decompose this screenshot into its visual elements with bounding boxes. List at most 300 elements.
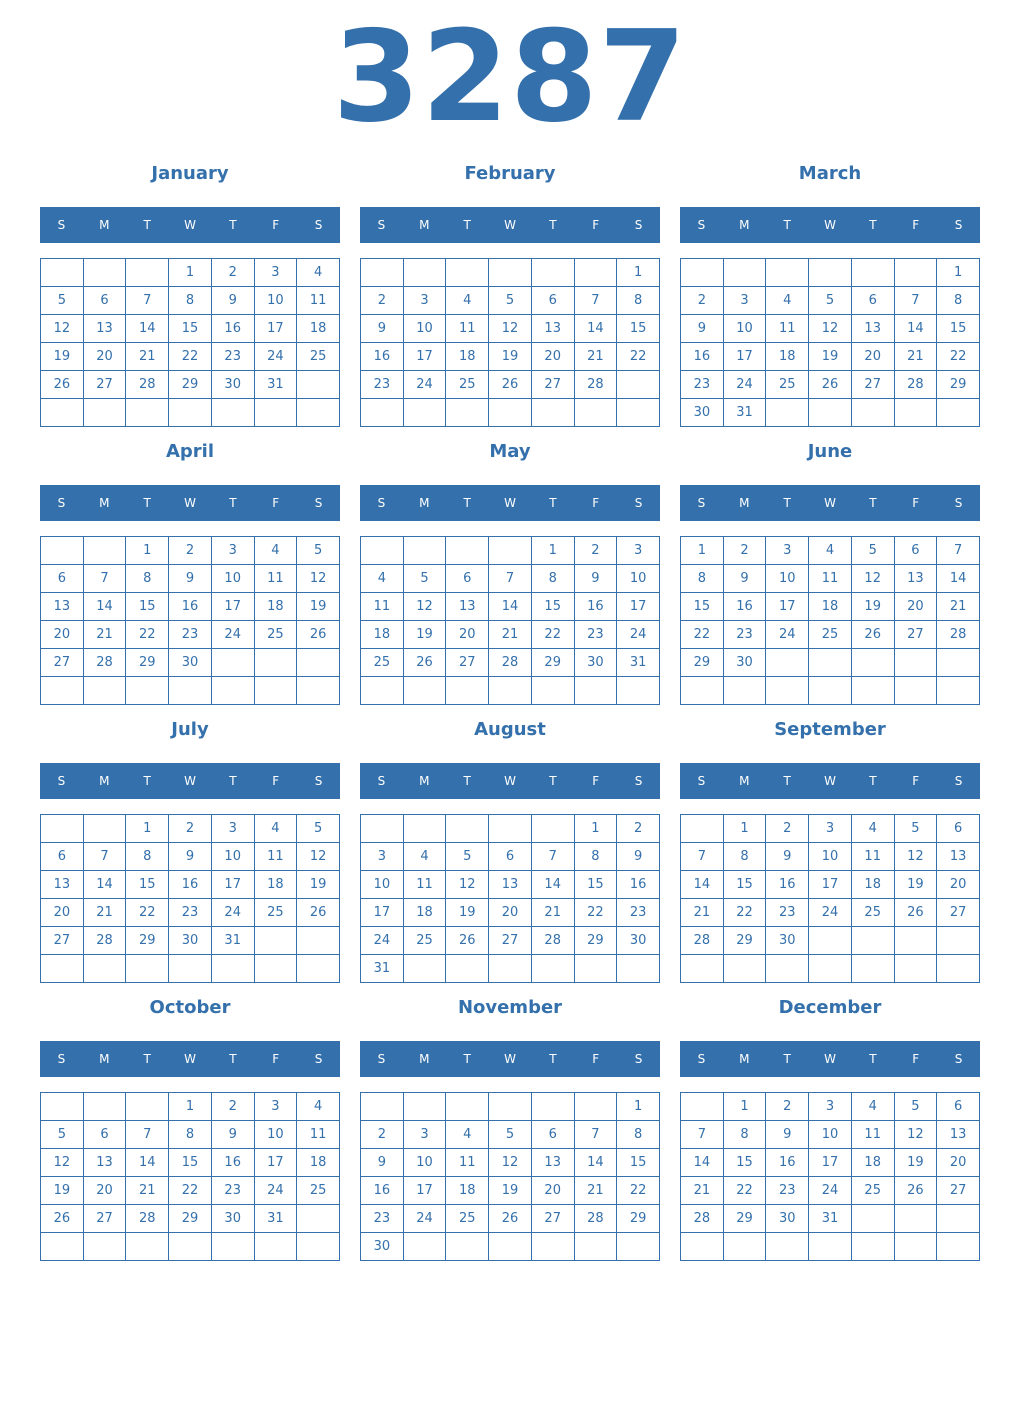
month-name: September [774, 719, 886, 740]
month-july [40, 713, 340, 991]
day-grid [40, 536, 340, 705]
day-cell: 7 [681, 843, 724, 871]
weekday-label: T [463, 218, 471, 232]
day-cell: 7 [126, 1121, 169, 1149]
day-cell: 1 [126, 815, 169, 843]
day-cell: 26 [41, 1205, 84, 1233]
day-cell: 18 [446, 343, 489, 371]
day-cell: 15 [724, 871, 767, 899]
day-cell: 18 [361, 621, 404, 649]
day-cell: 2 [766, 815, 809, 843]
day-cell: 3 [404, 1121, 447, 1149]
day-cell: 21 [681, 1177, 724, 1205]
empty-cell [766, 649, 809, 677]
day-cell: 26 [297, 899, 340, 927]
day-cell: 12 [809, 315, 852, 343]
weekday-label: M [99, 496, 110, 510]
day-cell: 29 [617, 1205, 660, 1233]
empty-cell [895, 927, 938, 955]
empty-cell [297, 677, 340, 705]
day-cell: 20 [84, 343, 127, 371]
weekday-label: S [954, 218, 963, 232]
empty-cell [809, 1233, 852, 1261]
day-cell: 19 [297, 871, 340, 899]
day-cell: 25 [852, 1177, 895, 1205]
month-march [680, 157, 980, 435]
day-cell: 23 [169, 899, 212, 927]
empty-cell [169, 1233, 212, 1261]
day-cell: 22 [126, 899, 169, 927]
empty-cell [255, 677, 298, 705]
weekday-header [360, 485, 660, 521]
weekday-label: S [377, 774, 386, 788]
empty-cell [766, 1233, 809, 1261]
day-cell: 26 [297, 621, 340, 649]
day-cell: 21 [937, 593, 980, 621]
weekday-header [40, 1041, 340, 1077]
day-cell: 18 [404, 899, 447, 927]
weekday-label: F [272, 218, 280, 232]
day-cell: 9 [169, 843, 212, 871]
empty-cell [361, 537, 404, 565]
day-cell: 11 [446, 1149, 489, 1177]
day-cell: 6 [895, 537, 938, 565]
day-cell: 8 [575, 843, 618, 871]
empty-cell [681, 1233, 724, 1261]
day-cell: 21 [681, 899, 724, 927]
day-cell: 6 [41, 565, 84, 593]
day-cell: 29 [126, 927, 169, 955]
day-cell: 25 [404, 927, 447, 955]
day-cell: 22 [937, 343, 980, 371]
day-cell: 9 [212, 287, 255, 315]
empty-cell [681, 259, 724, 287]
day-cell: 12 [404, 593, 447, 621]
weekday-label: S [57, 774, 66, 788]
day-cell: 28 [84, 649, 127, 677]
months-grid [40, 157, 980, 1269]
weekday-label: M [739, 774, 750, 788]
day-cell: 2 [766, 1093, 809, 1121]
day-cell: 17 [809, 871, 852, 899]
day-cell: 5 [404, 565, 447, 593]
empty-cell [297, 927, 340, 955]
day-cell: 12 [41, 1149, 84, 1177]
empty-cell [489, 677, 532, 705]
weekday-label: M [419, 496, 430, 510]
day-cell: 26 [404, 649, 447, 677]
weekday-label: W [184, 218, 196, 232]
weekday-label: F [912, 1052, 920, 1066]
day-cell: 18 [297, 315, 340, 343]
day-cell: 4 [297, 1093, 340, 1121]
day-cell: 5 [489, 287, 532, 315]
day-cell: 8 [724, 1121, 767, 1149]
day-cell: 28 [532, 927, 575, 955]
weekday-label: S [314, 1052, 323, 1066]
day-cell: 8 [126, 843, 169, 871]
day-cell: 26 [809, 371, 852, 399]
weekday-label: T [229, 496, 237, 510]
empty-cell [617, 1233, 660, 1261]
empty-cell [937, 927, 980, 955]
month-name: November [457, 997, 563, 1018]
month-name: February [464, 163, 556, 184]
weekday-label: S [697, 218, 706, 232]
empty-cell [446, 537, 489, 565]
day-cell: 18 [446, 1177, 489, 1205]
day-cell: 27 [852, 371, 895, 399]
day-cell: 12 [297, 843, 340, 871]
empty-cell [809, 649, 852, 677]
empty-cell [895, 955, 938, 983]
day-cell: 28 [895, 371, 938, 399]
day-cell: 24 [212, 621, 255, 649]
day-cell: 11 [446, 315, 489, 343]
weekday-label: T [783, 774, 791, 788]
day-cell: 22 [617, 343, 660, 371]
day-cell: 11 [766, 315, 809, 343]
day-cell: 13 [41, 593, 84, 621]
day-cell: 3 [404, 287, 447, 315]
day-cell: 1 [169, 1093, 212, 1121]
day-cell: 21 [575, 1177, 618, 1205]
month-january [40, 157, 340, 435]
weekday-label: T [869, 774, 877, 788]
empty-cell [766, 677, 809, 705]
day-grid [40, 814, 340, 983]
day-cell: 20 [446, 621, 489, 649]
weekday-label: T [463, 1052, 471, 1066]
day-cell: 18 [255, 593, 298, 621]
day-cell: 30 [766, 927, 809, 955]
empty-cell [489, 1233, 532, 1261]
day-cell: 8 [617, 1121, 660, 1149]
day-cell: 9 [681, 315, 724, 343]
empty-cell [532, 259, 575, 287]
month-name: May [489, 441, 531, 462]
empty-cell [41, 1093, 84, 1121]
weekday-label: T [143, 1052, 151, 1066]
day-cell: 9 [724, 565, 767, 593]
day-cell: 20 [937, 1149, 980, 1177]
day-cell: 22 [617, 1177, 660, 1205]
day-cell: 31 [361, 955, 404, 983]
day-grid [360, 536, 660, 705]
empty-cell [766, 259, 809, 287]
day-cell: 16 [212, 1149, 255, 1177]
day-cell: 14 [575, 1149, 618, 1177]
weekday-label: M [419, 774, 430, 788]
empty-cell [681, 955, 724, 983]
day-cell: 15 [617, 315, 660, 343]
empty-cell [404, 815, 447, 843]
weekday-label: S [697, 1052, 706, 1066]
empty-cell [617, 371, 660, 399]
weekday-label: M [99, 774, 110, 788]
weekday-label: S [954, 1052, 963, 1066]
day-cell: 10 [617, 565, 660, 593]
empty-cell [255, 399, 298, 427]
day-cell: 24 [809, 1177, 852, 1205]
day-cell: 26 [446, 927, 489, 955]
day-cell: 23 [681, 371, 724, 399]
empty-cell [212, 399, 255, 427]
day-cell: 29 [169, 1205, 212, 1233]
day-cell: 16 [766, 1149, 809, 1177]
day-cell: 16 [681, 343, 724, 371]
day-cell: 20 [895, 593, 938, 621]
weekday-header [680, 763, 980, 799]
empty-cell [895, 1205, 938, 1233]
empty-cell [84, 955, 127, 983]
day-cell: 13 [895, 565, 938, 593]
day-cell: 4 [852, 1093, 895, 1121]
day-cell: 25 [297, 343, 340, 371]
empty-cell [41, 259, 84, 287]
day-cell: 30 [724, 649, 767, 677]
day-cell: 1 [724, 1093, 767, 1121]
day-cell: 10 [404, 1149, 447, 1177]
day-cell: 21 [532, 899, 575, 927]
day-cell: 22 [724, 899, 767, 927]
day-cell: 15 [617, 1149, 660, 1177]
empty-cell [297, 955, 340, 983]
day-cell: 6 [84, 1121, 127, 1149]
day-cell: 16 [169, 871, 212, 899]
day-cell: 23 [361, 371, 404, 399]
day-cell: 19 [489, 1177, 532, 1205]
day-cell: 11 [852, 843, 895, 871]
empty-cell [937, 649, 980, 677]
weekday-label: T [783, 1052, 791, 1066]
day-cell: 23 [212, 343, 255, 371]
day-cell: 4 [404, 843, 447, 871]
day-cell: 22 [575, 899, 618, 927]
day-cell: 13 [937, 1121, 980, 1149]
day-cell: 5 [809, 287, 852, 315]
day-cell: 25 [446, 1205, 489, 1233]
day-cell: 28 [681, 927, 724, 955]
day-cell: 21 [575, 343, 618, 371]
empty-cell [404, 399, 447, 427]
day-cell: 12 [852, 565, 895, 593]
empty-cell [617, 955, 660, 983]
day-cell: 26 [489, 371, 532, 399]
empty-cell [575, 677, 618, 705]
day-cell: 24 [361, 927, 404, 955]
day-cell: 16 [361, 343, 404, 371]
empty-cell [297, 371, 340, 399]
day-cell: 23 [361, 1205, 404, 1233]
empty-cell [766, 955, 809, 983]
empty-cell [575, 1233, 618, 1261]
empty-cell [809, 677, 852, 705]
day-cell: 13 [446, 593, 489, 621]
weekday-label: F [592, 774, 600, 788]
day-cell: 30 [766, 1205, 809, 1233]
empty-cell [532, 815, 575, 843]
day-cell: 17 [724, 343, 767, 371]
empty-cell [575, 399, 618, 427]
day-cell: 17 [404, 343, 447, 371]
weekday-label: T [463, 496, 471, 510]
day-cell: 20 [532, 1177, 575, 1205]
day-cell: 2 [212, 259, 255, 287]
month-april [40, 435, 340, 713]
empty-cell [84, 259, 127, 287]
day-cell: 9 [575, 565, 618, 593]
day-cell: 16 [361, 1177, 404, 1205]
day-cell: 10 [404, 315, 447, 343]
day-cell: 23 [724, 621, 767, 649]
day-cell: 6 [937, 815, 980, 843]
day-cell: 20 [937, 871, 980, 899]
month-name: March [798, 163, 862, 184]
weekday-label: F [592, 218, 600, 232]
day-cell: 28 [126, 371, 169, 399]
empty-cell [446, 1093, 489, 1121]
weekday-label: F [592, 1052, 600, 1066]
empty-cell [84, 1233, 127, 1261]
day-cell: 20 [532, 343, 575, 371]
day-cell: 26 [895, 1177, 938, 1205]
empty-cell [212, 1233, 255, 1261]
day-cell: 28 [681, 1205, 724, 1233]
day-cell: 17 [255, 1149, 298, 1177]
empty-cell [297, 649, 340, 677]
day-cell: 13 [41, 871, 84, 899]
empty-cell [255, 927, 298, 955]
empty-cell [361, 259, 404, 287]
day-cell: 27 [41, 649, 84, 677]
day-cell: 17 [404, 1177, 447, 1205]
empty-cell [532, 1233, 575, 1261]
empty-cell [809, 927, 852, 955]
day-cell: 27 [937, 899, 980, 927]
day-cell: 25 [852, 899, 895, 927]
empty-cell [937, 1233, 980, 1261]
weekday-header [360, 1041, 660, 1077]
day-cell: 21 [489, 621, 532, 649]
day-cell: 29 [937, 371, 980, 399]
empty-cell [126, 259, 169, 287]
day-cell: 19 [446, 899, 489, 927]
weekday-header [40, 763, 340, 799]
day-cell: 23 [212, 1177, 255, 1205]
day-cell: 25 [255, 621, 298, 649]
day-cell: 19 [41, 1177, 84, 1205]
day-cell: 2 [212, 1093, 255, 1121]
weekday-label: W [824, 774, 836, 788]
day-cell: 13 [84, 1149, 127, 1177]
day-cell: 1 [575, 815, 618, 843]
day-cell: 3 [212, 537, 255, 565]
empty-cell [404, 677, 447, 705]
day-cell: 15 [724, 1149, 767, 1177]
empty-cell [681, 815, 724, 843]
day-cell: 31 [255, 1205, 298, 1233]
weekday-label: F [912, 496, 920, 510]
empty-cell [41, 677, 84, 705]
weekday-label: T [549, 1052, 557, 1066]
day-cell: 17 [617, 593, 660, 621]
empty-cell [489, 815, 532, 843]
day-cell: 8 [126, 565, 169, 593]
weekday-label: T [783, 218, 791, 232]
day-cell: 18 [297, 1149, 340, 1177]
month-september [680, 713, 980, 991]
day-cell: 5 [489, 1121, 532, 1149]
empty-cell [489, 259, 532, 287]
weekday-label: S [57, 496, 66, 510]
day-cell: 3 [617, 537, 660, 565]
day-cell: 6 [532, 287, 575, 315]
empty-cell [937, 677, 980, 705]
day-cell: 11 [255, 843, 298, 871]
day-cell: 14 [489, 593, 532, 621]
day-grid [680, 536, 980, 705]
day-cell: 9 [766, 1121, 809, 1149]
day-cell: 14 [84, 871, 127, 899]
weekday-label: F [592, 496, 600, 510]
empty-cell [126, 399, 169, 427]
empty-cell [937, 955, 980, 983]
day-cell: 30 [575, 649, 618, 677]
month-name: June [807, 441, 853, 462]
day-cell: 5 [895, 815, 938, 843]
empty-cell [489, 955, 532, 983]
weekday-header [680, 1041, 980, 1077]
weekday-label: M [739, 218, 750, 232]
day-cell: 26 [489, 1205, 532, 1233]
day-cell: 10 [361, 871, 404, 899]
empty-cell [446, 259, 489, 287]
day-cell: 8 [169, 287, 212, 315]
day-cell: 6 [852, 287, 895, 315]
day-cell: 2 [169, 537, 212, 565]
empty-cell [724, 677, 767, 705]
day-cell: 8 [532, 565, 575, 593]
weekday-label: S [634, 1052, 643, 1066]
empty-cell [766, 399, 809, 427]
weekday-label: S [634, 774, 643, 788]
empty-cell [446, 955, 489, 983]
empty-cell [361, 399, 404, 427]
empty-cell [809, 955, 852, 983]
weekday-label: S [314, 496, 323, 510]
day-cell: 15 [575, 871, 618, 899]
day-grid [360, 258, 660, 427]
day-cell: 22 [169, 343, 212, 371]
day-cell: 23 [169, 621, 212, 649]
day-cell: 28 [489, 649, 532, 677]
day-cell: 14 [126, 315, 169, 343]
empty-cell [446, 815, 489, 843]
day-cell: 17 [212, 871, 255, 899]
day-cell: 29 [532, 649, 575, 677]
day-cell: 27 [84, 371, 127, 399]
day-cell: 5 [297, 815, 340, 843]
day-cell: 19 [809, 343, 852, 371]
empty-cell [169, 399, 212, 427]
day-cell: 29 [169, 371, 212, 399]
day-cell: 19 [852, 593, 895, 621]
day-cell: 24 [809, 899, 852, 927]
day-cell: 16 [575, 593, 618, 621]
day-cell: 26 [852, 621, 895, 649]
empty-cell [361, 1093, 404, 1121]
